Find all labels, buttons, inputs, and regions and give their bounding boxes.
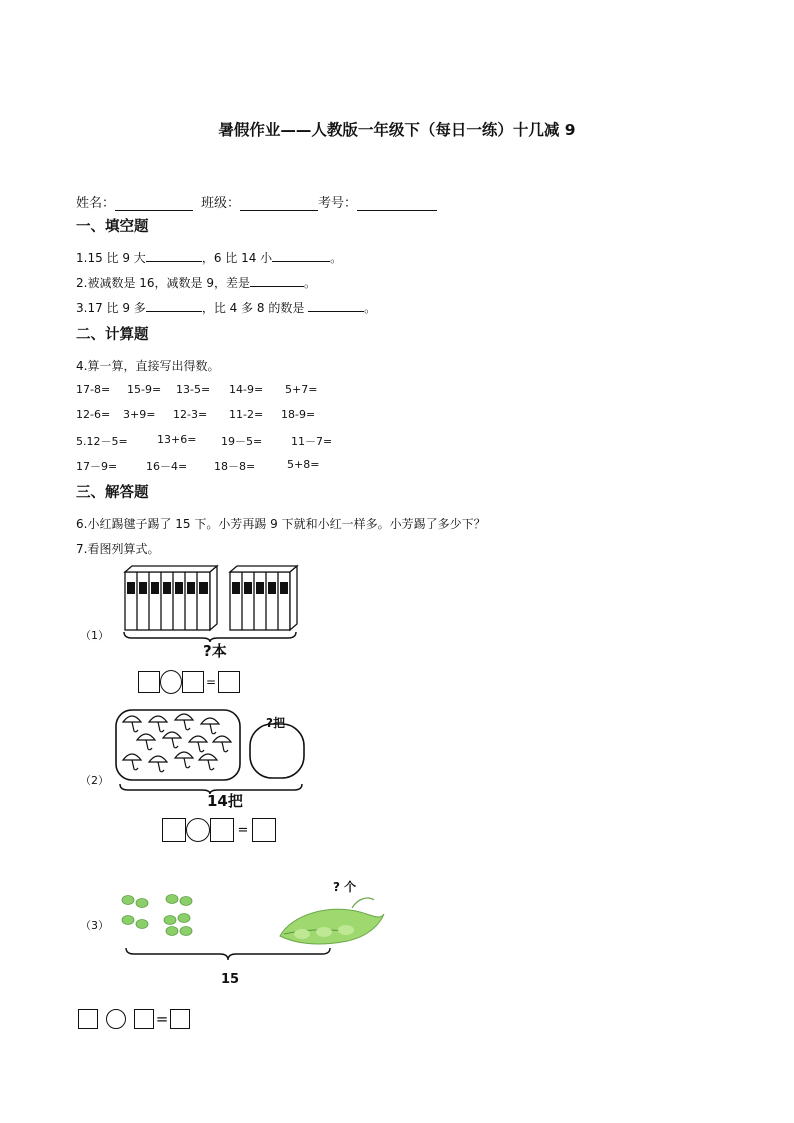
page-title: 暑假作业——人教版一年级下（每日一练）十几减 9 — [218, 121, 576, 139]
calc-item: 5.12－5= — [76, 435, 128, 448]
calc-item: 17－9= — [76, 460, 118, 473]
calc-item: 3+9= — [123, 408, 156, 421]
operator-circle[interactable] — [106, 1009, 126, 1029]
student-info-line — [76, 192, 437, 211]
calc-item: 13+6= — [157, 433, 197, 446]
answer-box[interactable] — [182, 671, 204, 693]
equals-sign: = — [237, 822, 249, 838]
name-blank[interactable] — [115, 196, 193, 211]
calc-item: 14-9= — [229, 383, 264, 396]
calc-item: 16－4= — [146, 460, 188, 473]
section-fill-blank-heading: 一、填空题 — [76, 219, 149, 235]
question-3-blank-1[interactable] — [146, 299, 202, 312]
problem-1-equation — [138, 670, 240, 696]
problem-2-label: （2） — [80, 774, 109, 787]
answer-box[interactable] — [218, 671, 240, 693]
calc-item: 11－7= — [291, 435, 333, 448]
answer-box[interactable] — [170, 1009, 190, 1029]
equals-sign: = — [205, 675, 217, 689]
problem-3-total: 15 — [221, 972, 240, 987]
calc-row-2 — [76, 408, 476, 422]
unknown-umbrella-frame — [250, 724, 304, 778]
question-4-text: 4.算一算，直接写出得数。 — [76, 359, 220, 373]
calc-item: 12-3= — [173, 408, 208, 421]
calc-item: 18－8= — [214, 460, 256, 473]
question-2 — [76, 274, 316, 291]
question-3 — [76, 299, 376, 316]
answer-box[interactable] — [162, 818, 186, 842]
calc-row-1 — [76, 383, 476, 397]
question-1-text-c: 。 — [330, 251, 343, 265]
question-3-text-c: 。 — [364, 301, 377, 315]
calc-item: 18-9= — [281, 408, 316, 421]
question-3-text-b: ，比 4 多 8 的数是 — [201, 301, 309, 315]
question-3-text-a: 3.17 比 9 多 — [76, 301, 146, 315]
pea-icons — [122, 895, 192, 936]
pea-pod-icon — [280, 898, 384, 944]
operator-circle[interactable] — [186, 818, 210, 842]
calc-item: 15-9= — [127, 383, 162, 396]
answer-box[interactable] — [210, 818, 234, 842]
section-calculation-heading: 二、计算题 — [76, 327, 149, 343]
question-1 — [76, 249, 342, 266]
problem-2-total: 14把 — [207, 792, 243, 810]
book-group-right-icon — [230, 566, 297, 630]
brace-icon — [126, 948, 330, 960]
calc-row-3 — [76, 433, 476, 447]
problem-2-question: ?把 — [266, 716, 285, 730]
answer-box[interactable] — [138, 671, 160, 693]
question-3-blank-2[interactable] — [308, 299, 364, 312]
problem-1-label: （1） — [80, 629, 109, 642]
number-label: 考号： — [318, 196, 358, 211]
books-picture — [118, 562, 303, 642]
question-2-text-b: 。 — [303, 276, 316, 290]
question-1-text-b: ，6 比 14 小 — [201, 251, 273, 265]
calc-item: 12-6= — [76, 408, 111, 421]
number-blank[interactable] — [357, 196, 437, 211]
book-group-left-icon — [125, 566, 217, 630]
answer-box[interactable] — [252, 818, 276, 842]
problem-3-label: （3） — [80, 919, 109, 932]
name-label: 姓名： — [76, 196, 116, 211]
class-blank[interactable] — [240, 196, 318, 211]
calc-item: 13-5= — [176, 383, 211, 396]
question-7-text: 7.看图列算式。 — [76, 542, 160, 556]
problem-3-equation — [78, 1008, 190, 1032]
calc-row-4 — [76, 458, 476, 472]
calc-item: 19－5= — [221, 435, 263, 448]
class-label: 班级： — [201, 196, 241, 211]
operator-circle[interactable] — [160, 670, 182, 694]
question-1-blank-2[interactable] — [272, 249, 330, 262]
equals-sign: = — [155, 1009, 169, 1028]
question-1-text-a: 1.15 比 9 大 — [76, 251, 146, 265]
calc-item: 5+7= — [285, 383, 318, 396]
answer-box[interactable] — [134, 1009, 154, 1029]
problem-3-question: ? 个 — [333, 880, 357, 894]
question-2-blank[interactable] — [250, 274, 304, 287]
problem-1-caption: ?本 — [203, 642, 227, 660]
problem-2-equation — [162, 818, 276, 846]
answer-box[interactable] — [78, 1009, 98, 1029]
section-word-problem-heading: 三、解答题 — [76, 485, 149, 501]
calc-item: 5+8= — [287, 458, 320, 471]
question-2-text-a: 2.被减数是 16，减数是 9，差是 — [76, 276, 250, 290]
peas-picture — [112, 890, 392, 970]
question-1-blank-1[interactable] — [146, 249, 202, 262]
calc-item: 17-8= — [76, 383, 111, 396]
question-6-text: 6.小红踢毽子踢了 15 下。小芳再踢 9 下就和小红一样多。小芳踢了多少下？ — [76, 517, 486, 531]
calc-item: 11-2= — [229, 408, 264, 421]
